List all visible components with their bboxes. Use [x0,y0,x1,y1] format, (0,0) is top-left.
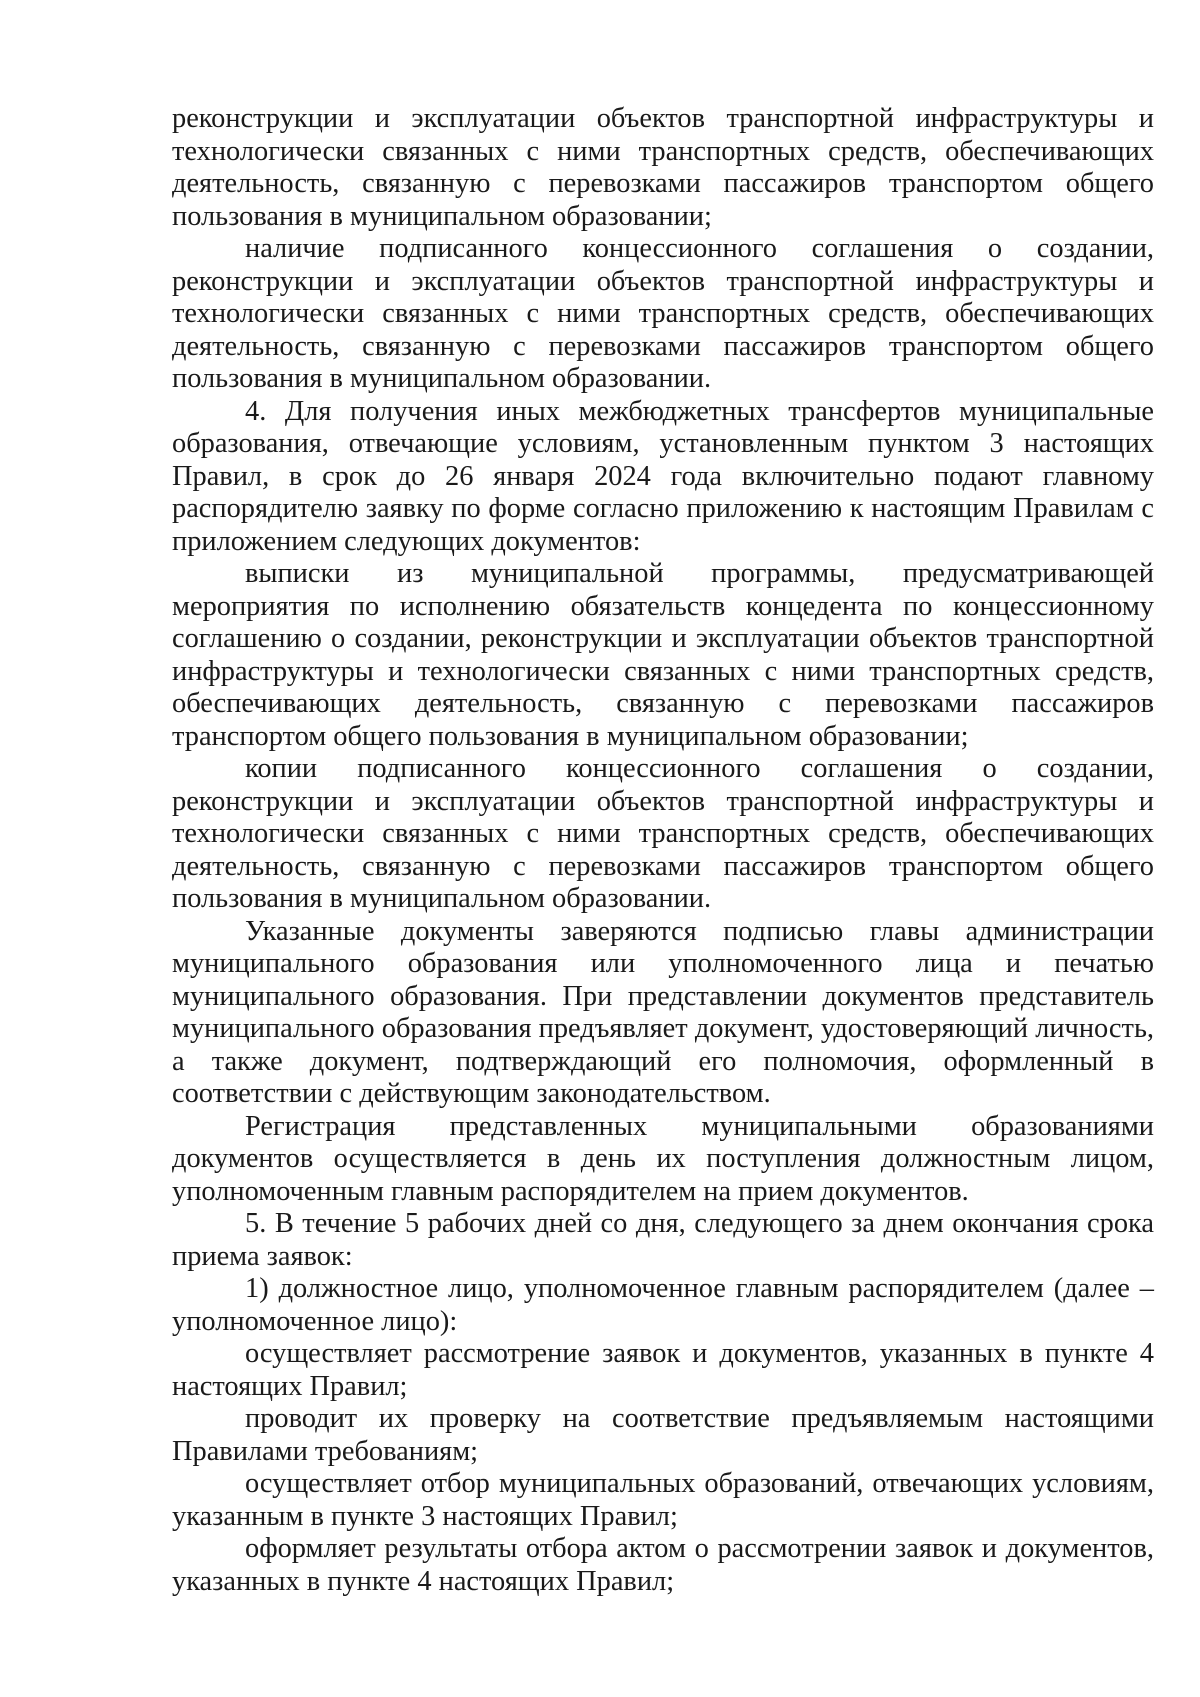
paragraph-check: проводит их проверку на соответствие предъявляемым настоящими Правилами требованиям; [172,1403,1154,1467]
paragraph-documents-certified: Указанные документы заверяются подписью главы администрации муниципального образования или уполномоченного лица и печатью муниципального образования. При представлении документов представитель муниципального образования предъявляет документ, удостоверяющий личность, а также документ, подтверждающий его полномочия, оформленный в соответствии с действующим законодательством. [172,915,1154,1109]
paragraph-continuation: реконструкции и эксплуатации объектов транспортной инфраструктуры и технологически связанных с ними транспортных средств, обеспечивающих деятельность, связанную с перевозками пассажиров транспортом общего пользования в муниципальном образовании; [172,103,1154,232]
paragraph-item-4: 4. Для получения иных межбюджетных трансфертов муниципальные образования, отвечающие условиям, установленным пунктом 3 настоящих Правил, в срок до 26 января 2024 года включительно подают главному распорядителю заявку по форме согласно приложению к настоящим Правилам с приложением следующих документов: [172,395,1154,557]
paragraph-program-extract: выписки из муниципальной программы, предусматривающей мероприятия по исполнению обязательств концедента по концессионному соглашению о создании, реконструкции и эксплуатации объектов транспортной инфраструктуры и технологически связанных с ними транспортных средств, обеспечивающих деятельность, связанную с перевозками пассажиров транспортом общего пользования в муниципальном образовании; [172,558,1154,752]
paragraph-concession-agreement: наличие подписанного концессионного соглашения о создании, реконструкции и эксплуатации объектов транспортной инфраструктуры и технологически связанных с ними транспортных средств, обеспечивающих деятельность, связанную с перевозками пассажиров транспортом общего пользования в муниципальном образовании. [172,233,1154,394]
paragraph-registration: Регистрация представленных муниципальными образованиями документов осуществляется в день их поступления должностным лицом, уполномоченным главным распорядителем на прием документов. [172,1110,1154,1207]
paragraph-selection: осуществляет отбор муниципальных образований, отвечающих условиям, указанным в пункте 3 настоящих Правил; [172,1468,1154,1532]
paragraph-results: оформляет результаты отбора актом о рассмотрении заявок и документов, указанных в пункте 4 настоящих Правил; [172,1533,1154,1597]
paragraph-subitem-1: 1) должностное лицо, уполномоченное главным распорядителем (далее – уполномоченное лицо): [172,1273,1154,1337]
paragraph-agreement-copy: копии подписанного концессионного соглашения о создании, реконструкции и эксплуатации объектов транспортной инфраструктуры и технологически связанных с ними транспортных средств, обеспечивающих деятельность, связанную с перевозками пассажиров транспортом общего пользования в муниципальном образовании. [172,753,1154,914]
paragraph-item-5: 5. В течение 5 рабочих дней со дня, следующего за днем окончания срока приема заявок: [172,1208,1154,1272]
paragraph-review: осуществляет рассмотрение заявок и документов, указанных в пункте 4 настоящих Правил; [172,1338,1154,1402]
document-page [172,103,1154,1598]
